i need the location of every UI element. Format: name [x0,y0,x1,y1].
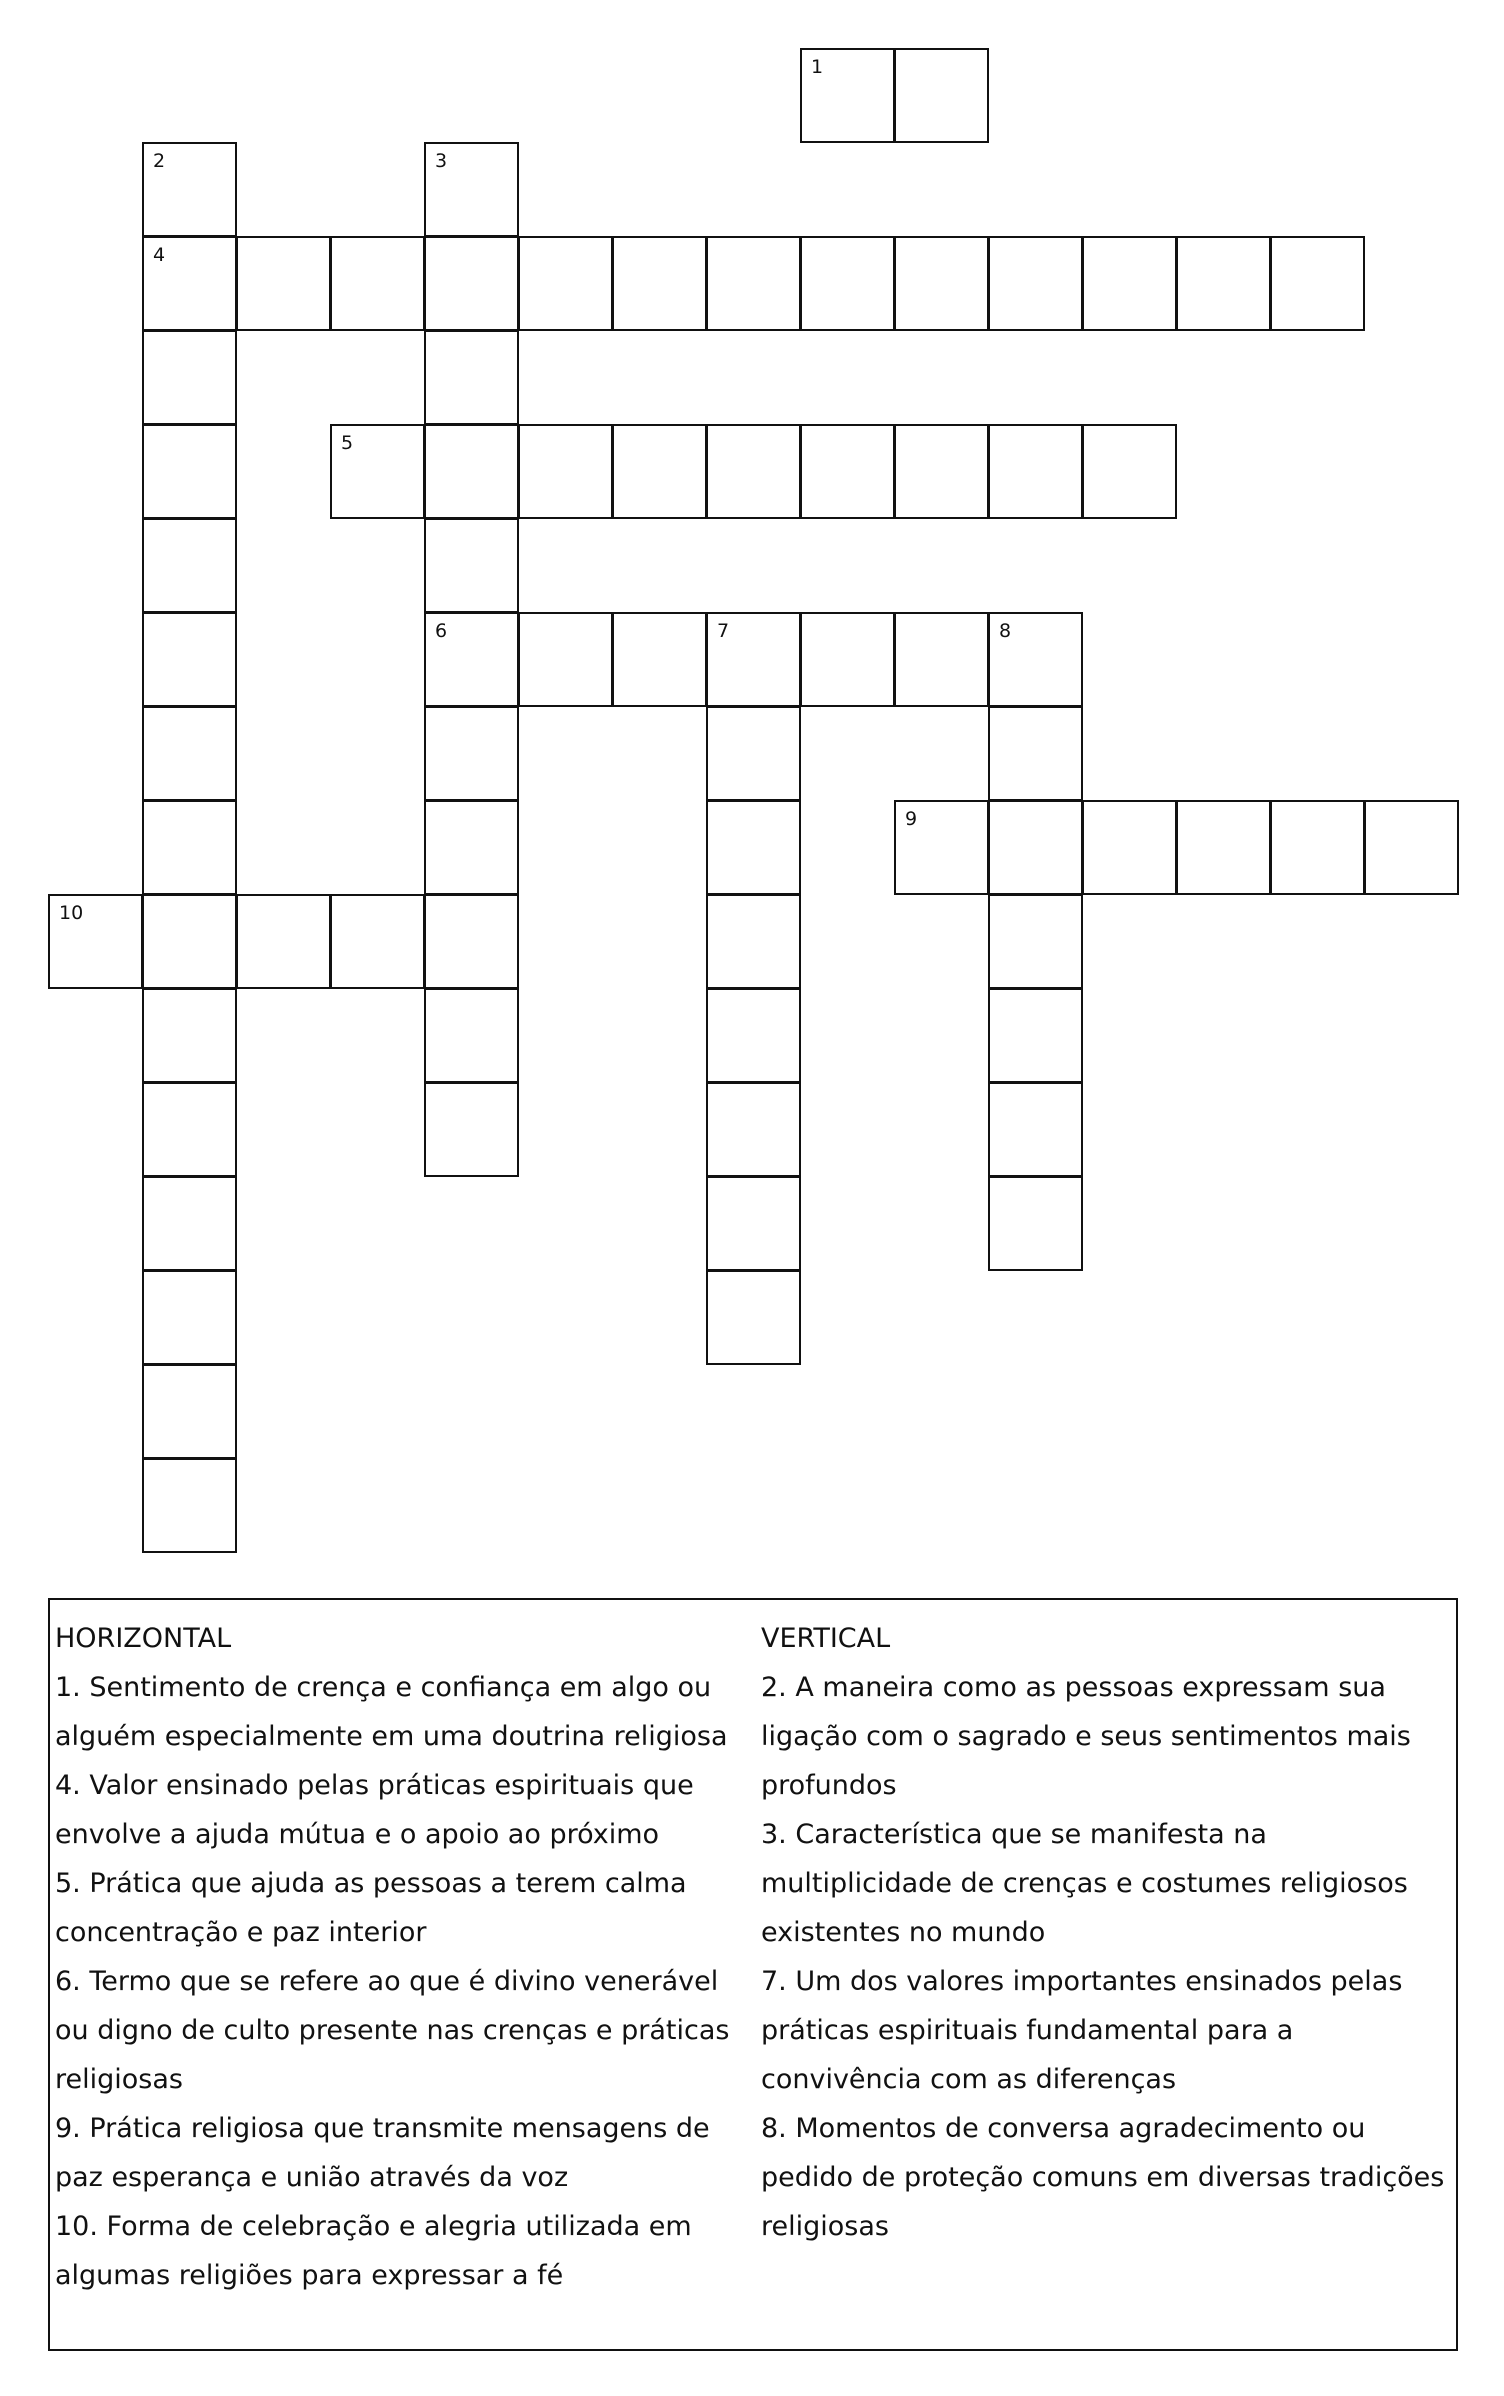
crossword-cell[interactable] [706,800,801,895]
vertical-clue: 8. Momentos de conversa agradecimento ou pedido de proteção comuns em diversas tradições religiosas [761,2113,1445,2242]
crossword-cell[interactable] [1270,800,1365,895]
crossword-cell[interactable] [142,142,237,237]
crossword-cell[interactable] [48,894,143,989]
crossword-cell[interactable] [424,330,519,425]
crossword-cell[interactable] [988,894,1083,989]
crossword-cell[interactable] [988,1176,1083,1271]
crossword-cell[interactable] [1176,236,1271,331]
crossword-cell[interactable] [988,988,1083,1083]
crossword-cell[interactable] [1270,236,1365,331]
crossword-cell[interactable] [706,706,801,801]
crossword-cell[interactable] [988,706,1083,801]
clue-number: 2 [153,150,166,172]
crossword-cell[interactable] [236,236,331,331]
crossword-cell[interactable] [424,612,519,707]
crossword-cell[interactable] [424,424,519,519]
crossword-cell[interactable] [612,612,707,707]
crossword-cell[interactable] [142,894,237,989]
vertical-clue: 3. Característica que se manifesta na multiplicidade de crenças e costumes religiosos existentes no mundo [761,1819,1408,1948]
crossword-cell[interactable] [988,236,1083,331]
crossword-cell[interactable] [1364,800,1459,895]
horizontal-clue: 1. Sentimento de crença e confiança em algo ou alguém especialmente em uma doutrina religiosa [55,1672,728,1752]
clue-number: 10 [59,902,84,924]
crossword-cell[interactable] [706,1270,801,1365]
clue-number: 7 [717,620,730,642]
clue-number: 1 [811,56,824,78]
horizontal-clue: 5. Prática que ajuda as pessoas a terem calma concentração e paz interior [55,1868,687,1948]
vertical-clue: 7. Um dos valores importantes ensinados pelas práticas espirituais fundamental para a convivência com as diferenças [761,1966,1403,2095]
crossword-cell[interactable] [142,800,237,895]
crossword-cell[interactable] [1082,800,1177,895]
clues-box [48,1598,1458,2351]
crossword-cell[interactable] [706,236,801,331]
crossword-cell[interactable] [424,518,519,613]
horizontal-clues-column [55,1614,745,2300]
horizontal-clue: 9. Prática religiosa que transmite mensagens de paz esperança e união através da voz [55,2113,710,2193]
crossword-cell[interactable] [424,706,519,801]
clue-number: 6 [435,620,448,642]
crossword-cell[interactable] [142,1364,237,1459]
crossword-cell[interactable] [706,894,801,989]
crossword-cell[interactable] [142,1176,237,1271]
crossword-cell[interactable] [706,988,801,1083]
crossword-cell[interactable] [706,424,801,519]
crossword-cell[interactable] [142,706,237,801]
crossword-cell[interactable] [612,424,707,519]
clue-number: 3 [435,150,448,172]
crossword-cell[interactable] [988,800,1083,895]
crossword-cell[interactable] [800,236,895,331]
crossword-cell[interactable] [988,1082,1083,1177]
crossword-cell[interactable] [800,424,895,519]
horizontal-clue: 6. Termo que se refere ao que é divino venerável ou digno de culto presente nas crenças e práticas religiosas [55,1966,730,2095]
crossword-cell[interactable] [894,424,989,519]
crossword-cell[interactable] [142,988,237,1083]
crossword-cell[interactable] [142,236,237,331]
clue-number: 5 [341,432,354,454]
crossword-cell[interactable] [706,612,801,707]
crossword-cell[interactable] [894,612,989,707]
crossword-cell[interactable] [800,612,895,707]
crossword-cell[interactable] [142,1458,237,1553]
crossword-cell[interactable] [424,800,519,895]
crossword-cell[interactable] [1082,236,1177,331]
crossword-cell[interactable] [142,518,237,613]
crossword-cell[interactable] [988,612,1083,707]
crossword-cell[interactable] [518,612,613,707]
crossword-cell[interactable] [142,612,237,707]
vertical-clue: 2. A maneira como as pessoas expressam sua ligação com o sagrado e seus sentimentos mais profundos [761,1672,1411,1801]
horizontal-clue: 10. Forma de celebração e alegria utilizada em algumas religiões para expressar a fé [55,2211,692,2291]
crossword-cell[interactable] [1176,800,1271,895]
crossword-cell[interactable] [894,800,989,895]
crossword-cell[interactable] [424,894,519,989]
horizontal-clue: 4. Valor ensinado pelas práticas espirituais que envolve a ajuda mútua e o apoio ao próximo [55,1770,694,1850]
crossword-cell[interactable] [142,330,237,425]
clue-number: 9 [905,808,918,830]
crossword-cell[interactable] [1082,424,1177,519]
crossword-cell[interactable] [894,236,989,331]
crossword-cell[interactable] [142,1270,237,1365]
crossword-cell[interactable] [894,48,989,143]
clue-number: 4 [153,244,166,266]
crossword-cell[interactable] [706,1082,801,1177]
crossword-cell[interactable] [330,894,425,989]
crossword-cell[interactable] [424,988,519,1083]
crossword-cell[interactable] [424,1082,519,1177]
crossword-cell[interactable] [236,894,331,989]
crossword-cell[interactable] [612,236,707,331]
crossword-cell[interactable] [142,1082,237,1177]
crossword-cell[interactable] [518,236,613,331]
crossword-cell[interactable] [518,424,613,519]
crossword-cell[interactable] [424,142,519,237]
crossword-cell[interactable] [142,424,237,519]
crossword-cell[interactable] [800,48,895,143]
crossword-cell[interactable] [330,424,425,519]
crossword-cell[interactable] [988,424,1083,519]
crossword-cell[interactable] [706,1176,801,1271]
crossword-cell[interactable] [424,236,519,331]
clue-number: 8 [999,620,1012,642]
vertical-clues-column [761,1614,1451,2251]
horizontal-header: HORIZONTAL [55,1623,232,1654]
vertical-header: VERTICAL [761,1623,891,1654]
crossword-cell[interactable] [330,236,425,331]
